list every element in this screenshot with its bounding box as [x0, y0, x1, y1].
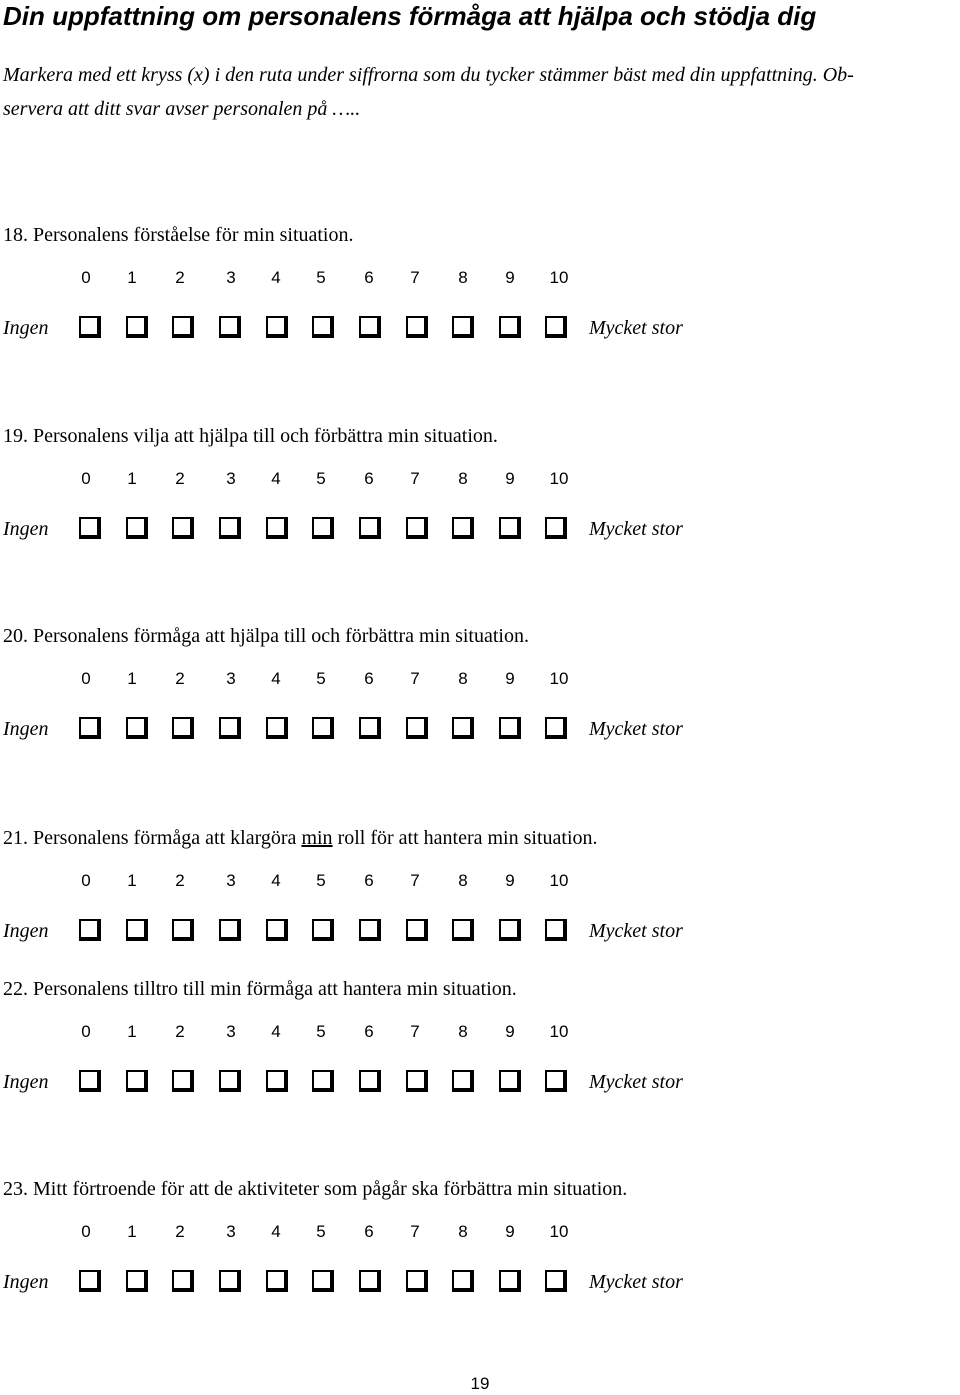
rating-checkbox-9[interactable]	[499, 1270, 521, 1292]
question-number: 21.	[3, 827, 28, 849]
rating-checkbox-3[interactable]	[219, 1070, 241, 1092]
question-text	[3, 977, 517, 1001]
rating-checkbox-4[interactable]	[266, 316, 288, 338]
scale-low-label: Ingen	[3, 1271, 49, 1293]
scale-low-label: Ingen	[3, 317, 49, 339]
scale-number: 7	[410, 469, 420, 488]
question-number: 19.	[3, 425, 28, 447]
question-number: 18.	[3, 224, 28, 246]
rating-checkbox-10[interactable]	[545, 717, 567, 739]
scale-number: 1	[127, 268, 137, 287]
question-19	[0, 424, 960, 554]
rating-checkbox-2[interactable]	[172, 717, 194, 739]
scale-number: 8	[458, 669, 468, 688]
rating-checkbox-6[interactable]	[359, 316, 381, 338]
question-text-part: Personalens förmåga att klargöra	[33, 827, 302, 849]
rating-checkbox-6[interactable]	[359, 517, 381, 539]
rating-checkbox-7[interactable]	[406, 517, 428, 539]
question-number: 20.	[3, 625, 28, 647]
scale-number: 3	[226, 1022, 236, 1041]
scale-number: 1	[127, 1022, 137, 1041]
rating-checkbox-5[interactable]	[312, 717, 334, 739]
rating-checkbox-2[interactable]	[172, 1070, 194, 1092]
rating-checkbox-1[interactable]	[126, 1270, 148, 1292]
rating-checkbox-9[interactable]	[499, 919, 521, 941]
question-text-underlined: min	[301, 827, 333, 849]
rating-checkbox-5[interactable]	[312, 1070, 334, 1092]
scale-number: 2	[175, 1022, 185, 1041]
rating-checkbox-1[interactable]	[126, 517, 148, 539]
rating-checkbox-10[interactable]	[545, 1270, 567, 1292]
question-text-part: roll för att hantera min situation.	[332, 827, 598, 849]
rating-checkbox-7[interactable]	[406, 1070, 428, 1092]
rating-checkbox-2[interactable]	[172, 517, 194, 539]
scale-number: 6	[364, 1222, 374, 1241]
scale-number: 6	[364, 268, 374, 287]
rating-checkbox-0[interactable]	[79, 1270, 101, 1292]
scale-number: 8	[458, 268, 468, 287]
rating-checkbox-1[interactable]	[126, 717, 148, 739]
rating-checkbox-3[interactable]	[219, 316, 241, 338]
scale-number: 6	[364, 669, 374, 688]
scale-number: 3	[226, 469, 236, 488]
rating-checkbox-6[interactable]	[359, 1270, 381, 1292]
rating-checkbox-7[interactable]	[406, 1270, 428, 1292]
rating-checkbox-4[interactable]	[266, 1270, 288, 1292]
scale-number: 0	[81, 1222, 91, 1241]
rating-checkbox-4[interactable]	[266, 1070, 288, 1092]
rating-checkbox-10[interactable]	[545, 517, 567, 539]
scale-high-label: Mycket stor	[589, 518, 683, 540]
scale-number: 5	[316, 1222, 326, 1241]
scale-number: 7	[410, 669, 420, 688]
rating-checkbox-4[interactable]	[266, 919, 288, 941]
scale-number: 9	[505, 1022, 515, 1041]
rating-checkbox-3[interactable]	[219, 517, 241, 539]
scale-number: 7	[410, 268, 420, 287]
rating-checkbox-6[interactable]	[359, 919, 381, 941]
question-21	[0, 826, 960, 956]
rating-checkbox-4[interactable]	[266, 517, 288, 539]
scale-number: 7	[410, 871, 420, 890]
rating-checkbox-0[interactable]	[79, 717, 101, 739]
scale-number: 4	[271, 469, 281, 488]
rating-checkbox-10[interactable]	[545, 1070, 567, 1092]
scale-number: 1	[127, 469, 137, 488]
question-text-body: Personalens tilltro till min förmåga att hantera min situation.	[33, 978, 517, 1000]
question-text-body: Personalens vilja att hjälpa till och förbättra min situation.	[33, 425, 498, 447]
rating-checkbox-8[interactable]	[452, 1270, 474, 1292]
scale-number: 10	[549, 669, 569, 688]
scale-high-label: Mycket stor	[589, 920, 683, 942]
question-text	[3, 826, 598, 850]
rating-checkbox-4[interactable]	[266, 717, 288, 739]
scale-number: 2	[175, 669, 185, 688]
rating-checkbox-3[interactable]	[219, 1270, 241, 1292]
rating-checkbox-2[interactable]	[172, 919, 194, 941]
rating-checkbox-5[interactable]	[312, 1270, 334, 1292]
instructions-line-2: servera att ditt svar avser personalen på …..	[3, 98, 361, 120]
question-number: 23.	[3, 1178, 28, 1200]
scale-high-label: Mycket stor	[589, 1271, 683, 1293]
scale-number: 9	[505, 469, 515, 488]
rating-checkbox-3[interactable]	[219, 919, 241, 941]
rating-checkbox-5[interactable]	[312, 919, 334, 941]
scale-number: 0	[81, 871, 91, 890]
scale-number: 9	[505, 1222, 515, 1241]
question-23	[0, 1177, 960, 1307]
instructions	[3, 58, 953, 126]
question-number: 22.	[3, 978, 28, 1000]
rating-checkbox-10[interactable]	[545, 316, 567, 338]
scale-number: 10	[549, 268, 569, 287]
rating-checkbox-8[interactable]	[452, 517, 474, 539]
scale-high-label: Mycket stor	[589, 317, 683, 339]
scale-number: 2	[175, 268, 185, 287]
scale-number: 1	[127, 1222, 137, 1241]
rating-checkbox-2[interactable]	[172, 1270, 194, 1292]
scale-number: 9	[505, 871, 515, 890]
question-text	[3, 223, 354, 247]
rating-checkbox-9[interactable]	[499, 717, 521, 739]
question-text-body: Mitt förtroende för att de aktiviteter som pågår ska förbättra min situation.	[33, 1178, 628, 1200]
rating-checkbox-8[interactable]	[452, 316, 474, 338]
page-title: Din uppfattning om personalens förmåga att hjälpa och stödja dig	[3, 1, 817, 31]
rating-checkbox-8[interactable]	[452, 919, 474, 941]
scale-number: 3	[226, 871, 236, 890]
scale-number: 0	[81, 1022, 91, 1041]
rating-checkbox-1[interactable]	[126, 316, 148, 338]
scale-number: 7	[410, 1022, 420, 1041]
rating-checkbox-7[interactable]	[406, 919, 428, 941]
rating-checkbox-5[interactable]	[312, 517, 334, 539]
rating-checkbox-3[interactable]	[219, 717, 241, 739]
scale-low-label: Ingen	[3, 920, 49, 942]
scale-number: 10	[549, 1022, 569, 1041]
rating-checkbox-0[interactable]	[79, 919, 101, 941]
scale-number: 4	[271, 1022, 281, 1041]
rating-checkbox-7[interactable]	[406, 316, 428, 338]
scale-number: 4	[271, 669, 281, 688]
scale-number: 7	[410, 1222, 420, 1241]
scale-number: 8	[458, 871, 468, 890]
scale-number: 4	[271, 1222, 281, 1241]
scale-number: 1	[127, 871, 137, 890]
rating-checkbox-1[interactable]	[126, 919, 148, 941]
rating-checkbox-6[interactable]	[359, 717, 381, 739]
scale-number: 6	[364, 469, 374, 488]
scale-number: 3	[226, 669, 236, 688]
rating-checkbox-9[interactable]	[499, 316, 521, 338]
scale-number: 10	[549, 1222, 569, 1241]
question-18	[0, 223, 960, 353]
scale-number: 2	[175, 469, 185, 488]
rating-checkbox-0[interactable]	[79, 316, 101, 338]
rating-checkbox-5[interactable]	[312, 316, 334, 338]
instructions-line-1: Markera med ett kryss (x) i den ruta under siffrorna som du tycker stämmer bäst med din uppfattning. Ob-	[3, 64, 854, 86]
scale-number: 8	[458, 469, 468, 488]
scale-number: 5	[316, 669, 326, 688]
scale-number: 4	[271, 268, 281, 287]
scale-number: 6	[364, 871, 374, 890]
rating-checkbox-8[interactable]	[452, 1070, 474, 1092]
scale-number: 0	[81, 268, 91, 287]
rating-checkbox-2[interactable]	[172, 316, 194, 338]
scale-number: 1	[127, 669, 137, 688]
scale-number: 9	[505, 669, 515, 688]
rating-checkbox-1[interactable]	[126, 1070, 148, 1092]
scale-number: 8	[458, 1222, 468, 1241]
question-text	[3, 424, 498, 448]
rating-checkbox-7[interactable]	[406, 717, 428, 739]
scale-number: 0	[81, 469, 91, 488]
scale-number: 5	[316, 1022, 326, 1041]
scale-number: 6	[364, 1022, 374, 1041]
scale-number: 9	[505, 268, 515, 287]
scale-high-label: Mycket stor	[589, 1071, 683, 1093]
scale-number: 10	[549, 469, 569, 488]
scale-high-label: Mycket stor	[589, 718, 683, 740]
question-text-body: Personalens förståelse för min situation.	[33, 224, 354, 246]
scale-low-label: Ingen	[3, 1071, 49, 1093]
question-22	[0, 977, 960, 1107]
question-text	[3, 624, 529, 648]
rating-checkbox-9[interactable]	[499, 517, 521, 539]
scale-number: 5	[316, 871, 326, 890]
scale-number: 4	[271, 871, 281, 890]
scale-number: 10	[549, 871, 569, 890]
question-20	[0, 624, 960, 754]
rating-checkbox-6[interactable]	[359, 1070, 381, 1092]
rating-checkbox-0[interactable]	[79, 517, 101, 539]
scale-number: 5	[316, 469, 326, 488]
scale-number: 2	[175, 871, 185, 890]
scale-low-label: Ingen	[3, 518, 49, 540]
scale-number: 0	[81, 669, 91, 688]
scale-number: 3	[226, 268, 236, 287]
rating-checkbox-10[interactable]	[545, 919, 567, 941]
page-number: 19	[470, 1374, 490, 1393]
scale-low-label: Ingen	[3, 718, 49, 740]
scale-number: 3	[226, 1222, 236, 1241]
rating-checkbox-8[interactable]	[452, 717, 474, 739]
scale-number: 2	[175, 1222, 185, 1241]
rating-checkbox-9[interactable]	[499, 1070, 521, 1092]
question-text	[3, 1177, 627, 1201]
scale-number: 5	[316, 268, 326, 287]
scale-number: 8	[458, 1022, 468, 1041]
question-text-body: Personalens förmåga att hjälpa till och förbättra min situation.	[33, 625, 529, 647]
rating-checkbox-0[interactable]	[79, 1070, 101, 1092]
